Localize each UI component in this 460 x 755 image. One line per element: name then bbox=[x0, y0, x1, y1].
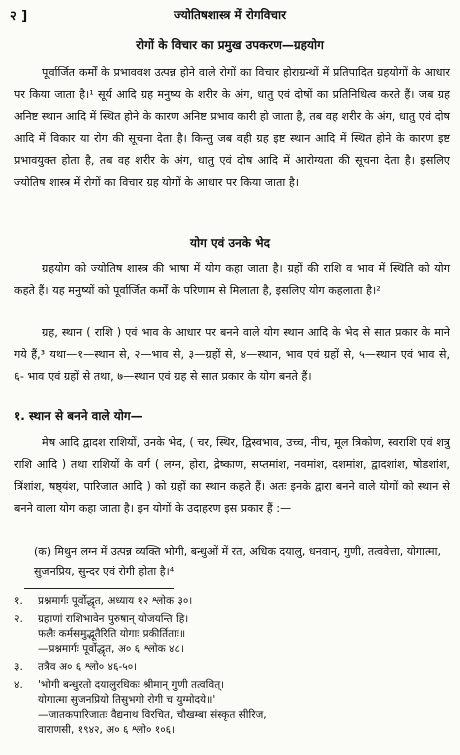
paragraph-yoga-definition: ग्रहयोग को ज्योतिष शास्त्र की भाषा में योग कहा जाता है। ग्रहों की राशि व भाव में स्थिति को योग कहते हैं। यह मनुष्यों को पूर्वार्जित कर्मों के परिणाम से मिलाता है, इसलिए योग कहलाता है।² bbox=[14, 262, 450, 297]
subsection-heading-sthana: १. स्थान से बनने वाले योग— bbox=[14, 409, 143, 423]
section-heading-main: रोगों के विचार का प्रमुख उपकरण—ग्रहयोग bbox=[136, 38, 324, 52]
page-number: २ ] bbox=[10, 9, 28, 24]
paragraph-intro: पूर्वार्जित कर्मों के प्रभाववश उत्पन्न होने वाले रोगों का विचार होराग्रन्थों में प्रतिपादित ग्रहयोगों के आधार पर किया जाता है।¹ सूर्य आदि ग्रह मनुष्य के शरीर के अंग, धातु एवं दोषों का प्रतिनिधित्व करते हैं। जब ग्रह अनिष्ट स्थान आदि में स्थित होने के कारण अनिष्ट प्रभाव कारी हो जाता है, तब वह शरीर के अंग, धातु एवं दोष आदि में विकार या रोग की सूचना देता है। किन्तु जब वही ग्रह इष्ट स्थान आदि में स्थित होने के कारण इष्ट प्रभावयुक्त होता है, तब वह शरीर के अंग, धातु एवं दोष आदि में आरोग्यता की सूचना देता है। इसलिए ज्योतिष शास्त्र में रोगों का विचार ग्रह योगों के आधार पर किया जाता है। bbox=[14, 66, 450, 189]
section-heading-yoga: योग एवं उनके भेद bbox=[190, 236, 270, 250]
footnote-3: ३. तत्रैव अ० ६ श्लो० ४६-५०। bbox=[14, 661, 138, 673]
example-mithuna: (क) मिथुन लग्न में उत्पन्न व्यक्ति भोगी, बन्धुओं में रत, अधिक दयालु, धनवान्, गुणी, तत्ववेत्ता, योगात्मा, सुजनप्रिय, सुन्दर एवं रोगी होता है।⁴ bbox=[34, 545, 441, 578]
paragraph-sthana: मेष आदि द्वादश राशियों, उनके भेद, ( चर, स्थिर, द्विस्वभाव, उच्च, नीच, मूल त्रिकोण, स्वराशि एवं शत्रु राशि आदि ) तथा राशियों के वर्ग ( लग्न, होरा, द्रेष्काण, सप्तमांश, नवमांश, दशमांश, द्वादशांश, षोडशांश, त्रिंशांश, षष्ठ्यंश, पारिजात आदि ) को ग्रहों का स्थान कहते हैं। अतः इनके द्वारा बनने वाले योगों को स्थान से बनने वाला योग कहा जाता है। इन योगों के उदाहरण इस प्रकार हैं :— bbox=[14, 436, 450, 515]
running-title: ज्योतिषशास्त्र में रोगविचार bbox=[173, 8, 287, 22]
footnotes bbox=[14, 594, 450, 738]
footnote-2: २. ग्रहाणां राशिभावेन पुरुषान् योजयन्ति हि। फलैः कर्मसमुद्भूतैरिति योगाः प्रकीर्तिताः॥ —प्रश्नमार्गः पूर्वोद्धृत, अ० ६ श्लोक ४८। bbox=[14, 613, 189, 655]
footnote-1: १. प्रश्नमार्गः पूर्वोद्धृत, अध्याय १२ श्लोक ३०। bbox=[14, 595, 193, 607]
footnote-divider bbox=[24, 588, 174, 589]
footnote-4: ४. 'भोगी बन्धुरतो दयालुरधिकः श्रीमान् गुणी तत्ववित्। योगात्मा सुजनप्रियो तिसुभगो रोगी च युग्मोदये॥' —जातकपारिजातः वैद्यनाथ विरचित, चौखम्बा संस्कृत सीरिज, वाराणसी, १९४२, अ० ६ श्लो० १०६। bbox=[14, 679, 267, 736]
page-header bbox=[8, 6, 452, 26]
paragraph-yoga-types: ग्रह, स्थान ( राशि ) एवं भाव के आधार पर बनने वाले योग स्थान आदि के भेद से सात प्रकार के माने गये हैं,³ यथा—१—स्थान से, २—भाव से, ३—ग्रहों से, ४—स्थान, भाव एवं ग्रहों से, ५—स्थान एवं भाव से, ६- भाव एवं ग्रहों से तथा, ७—स्थान एवं ग्रह से सात प्रकार के योग बनते हैं। bbox=[14, 326, 450, 383]
